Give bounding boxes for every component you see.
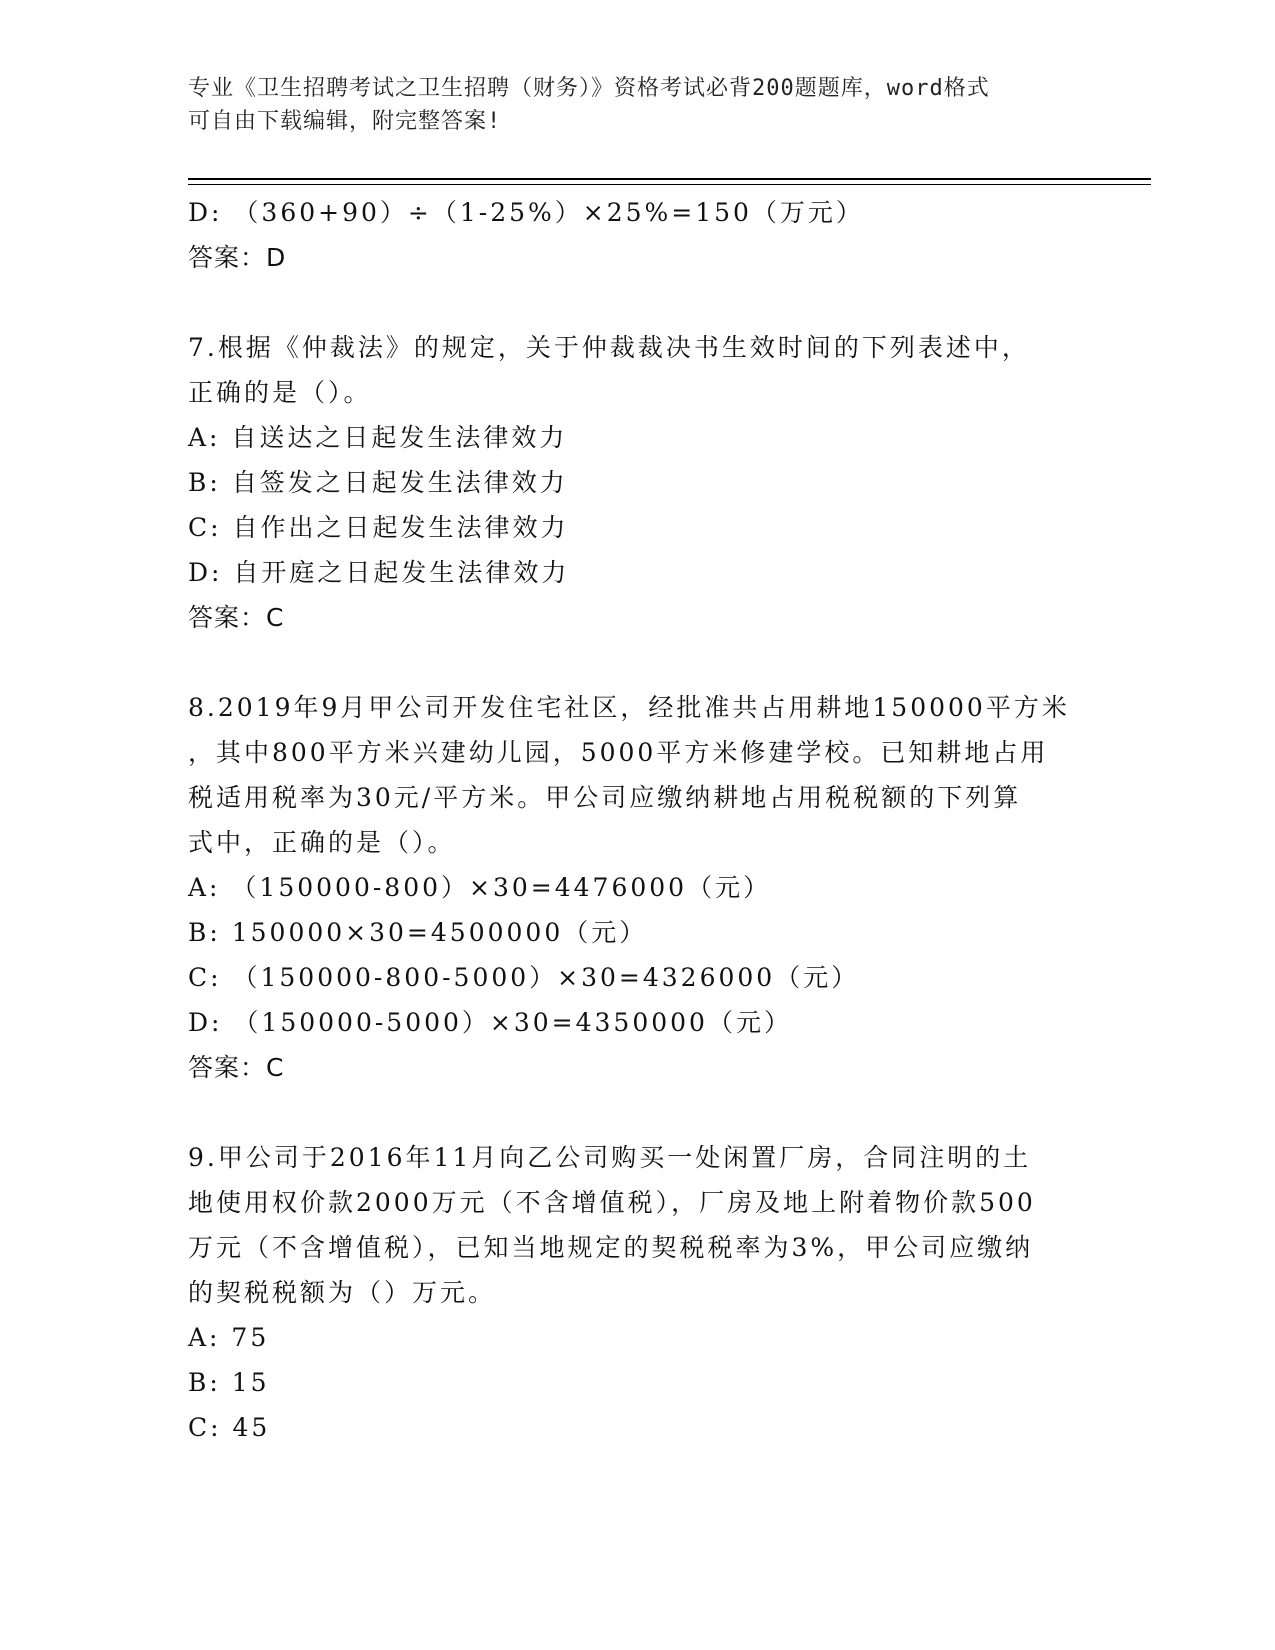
option-b: B: 15 [188,1368,270,1397]
question-stem-line: 式中，正确的是（）。 [188,828,456,857]
header-rule-thin [188,184,1151,185]
question-6-tail [188,190,1088,280]
question-stem-line: 税适用税率为30元/平方米。甲公司应缴纳耕地占用税税额的下列算 [188,783,1022,812]
option-d: D: （360+90）÷（1-25%）×25%=150（万元） [188,198,864,227]
option-a: A: 自送达之日起发生法律效力 [188,423,568,452]
question-stem-line: 8.2019年9月甲公司开发住宅社区，经批准共占用耕地150000平方米 [188,693,1070,722]
question-stem-line: 9.甲公司于2016年11月向乙公司购买一处闲置厂房，合同注明的土 [188,1143,1032,1172]
question-spacer [188,640,1088,685]
question-stem-line: ，其中800平方米兴建幼儿园，5000平方米修建学校。已知耕地占用 [188,738,1049,767]
option-a: A: 75 [188,1323,270,1352]
option-c: C: 45 [188,1413,271,1442]
option-c: C: （150000-800-5000）×30=4326000（元） [188,963,860,992]
question-stem-line: 万元（不含增值税），已知当地规定的契税税率为3%，甲公司应缴纳 [188,1233,1034,1262]
option-b: B: 150000×30=4500000（元） [188,918,648,947]
option-d: D: （150000-5000）×30=4350000（元） [188,1008,792,1037]
header-rule-thick [188,178,1151,180]
question-spacer [188,1090,1088,1135]
option-a: A: （150000-800）×30=4476000（元） [188,873,772,902]
header-title-line-2: 可自由下载编辑，附完整答案! [188,109,502,134]
option-b: B: 自签发之日起发生法律效力 [188,468,568,497]
question-stem-line: 正确的是（）。 [188,378,372,407]
question-stem-line: 地使用权价款2000万元（不含增值税），厂房及地上附着物价款500 [188,1188,1036,1217]
answer-label: 答案：D [188,243,287,272]
question-7 [188,325,1088,640]
header-title-line-1: 专业《卫生招聘考试之卫生招聘（财务）》资格考试必背200题题库，word格式 [188,76,990,101]
option-d: D: 自开庭之日起发生法律效力 [188,558,570,587]
question-8 [188,685,1088,1090]
question-spacer [188,280,1088,325]
answer-label: 答案：C [188,603,285,632]
document-body [188,190,1088,1450]
document-header [188,72,1088,138]
answer-label: 答案：C [188,1053,285,1082]
question-stem-line: 7.根据《仲裁法》的规定，关于仲裁裁决书生效时间的下列表述中， [188,333,1030,362]
question-stem-line: 的契税税额为（）万元。 [188,1278,497,1307]
question-9 [188,1135,1088,1450]
option-c: C: 自作出之日起发生法律效力 [188,513,569,542]
